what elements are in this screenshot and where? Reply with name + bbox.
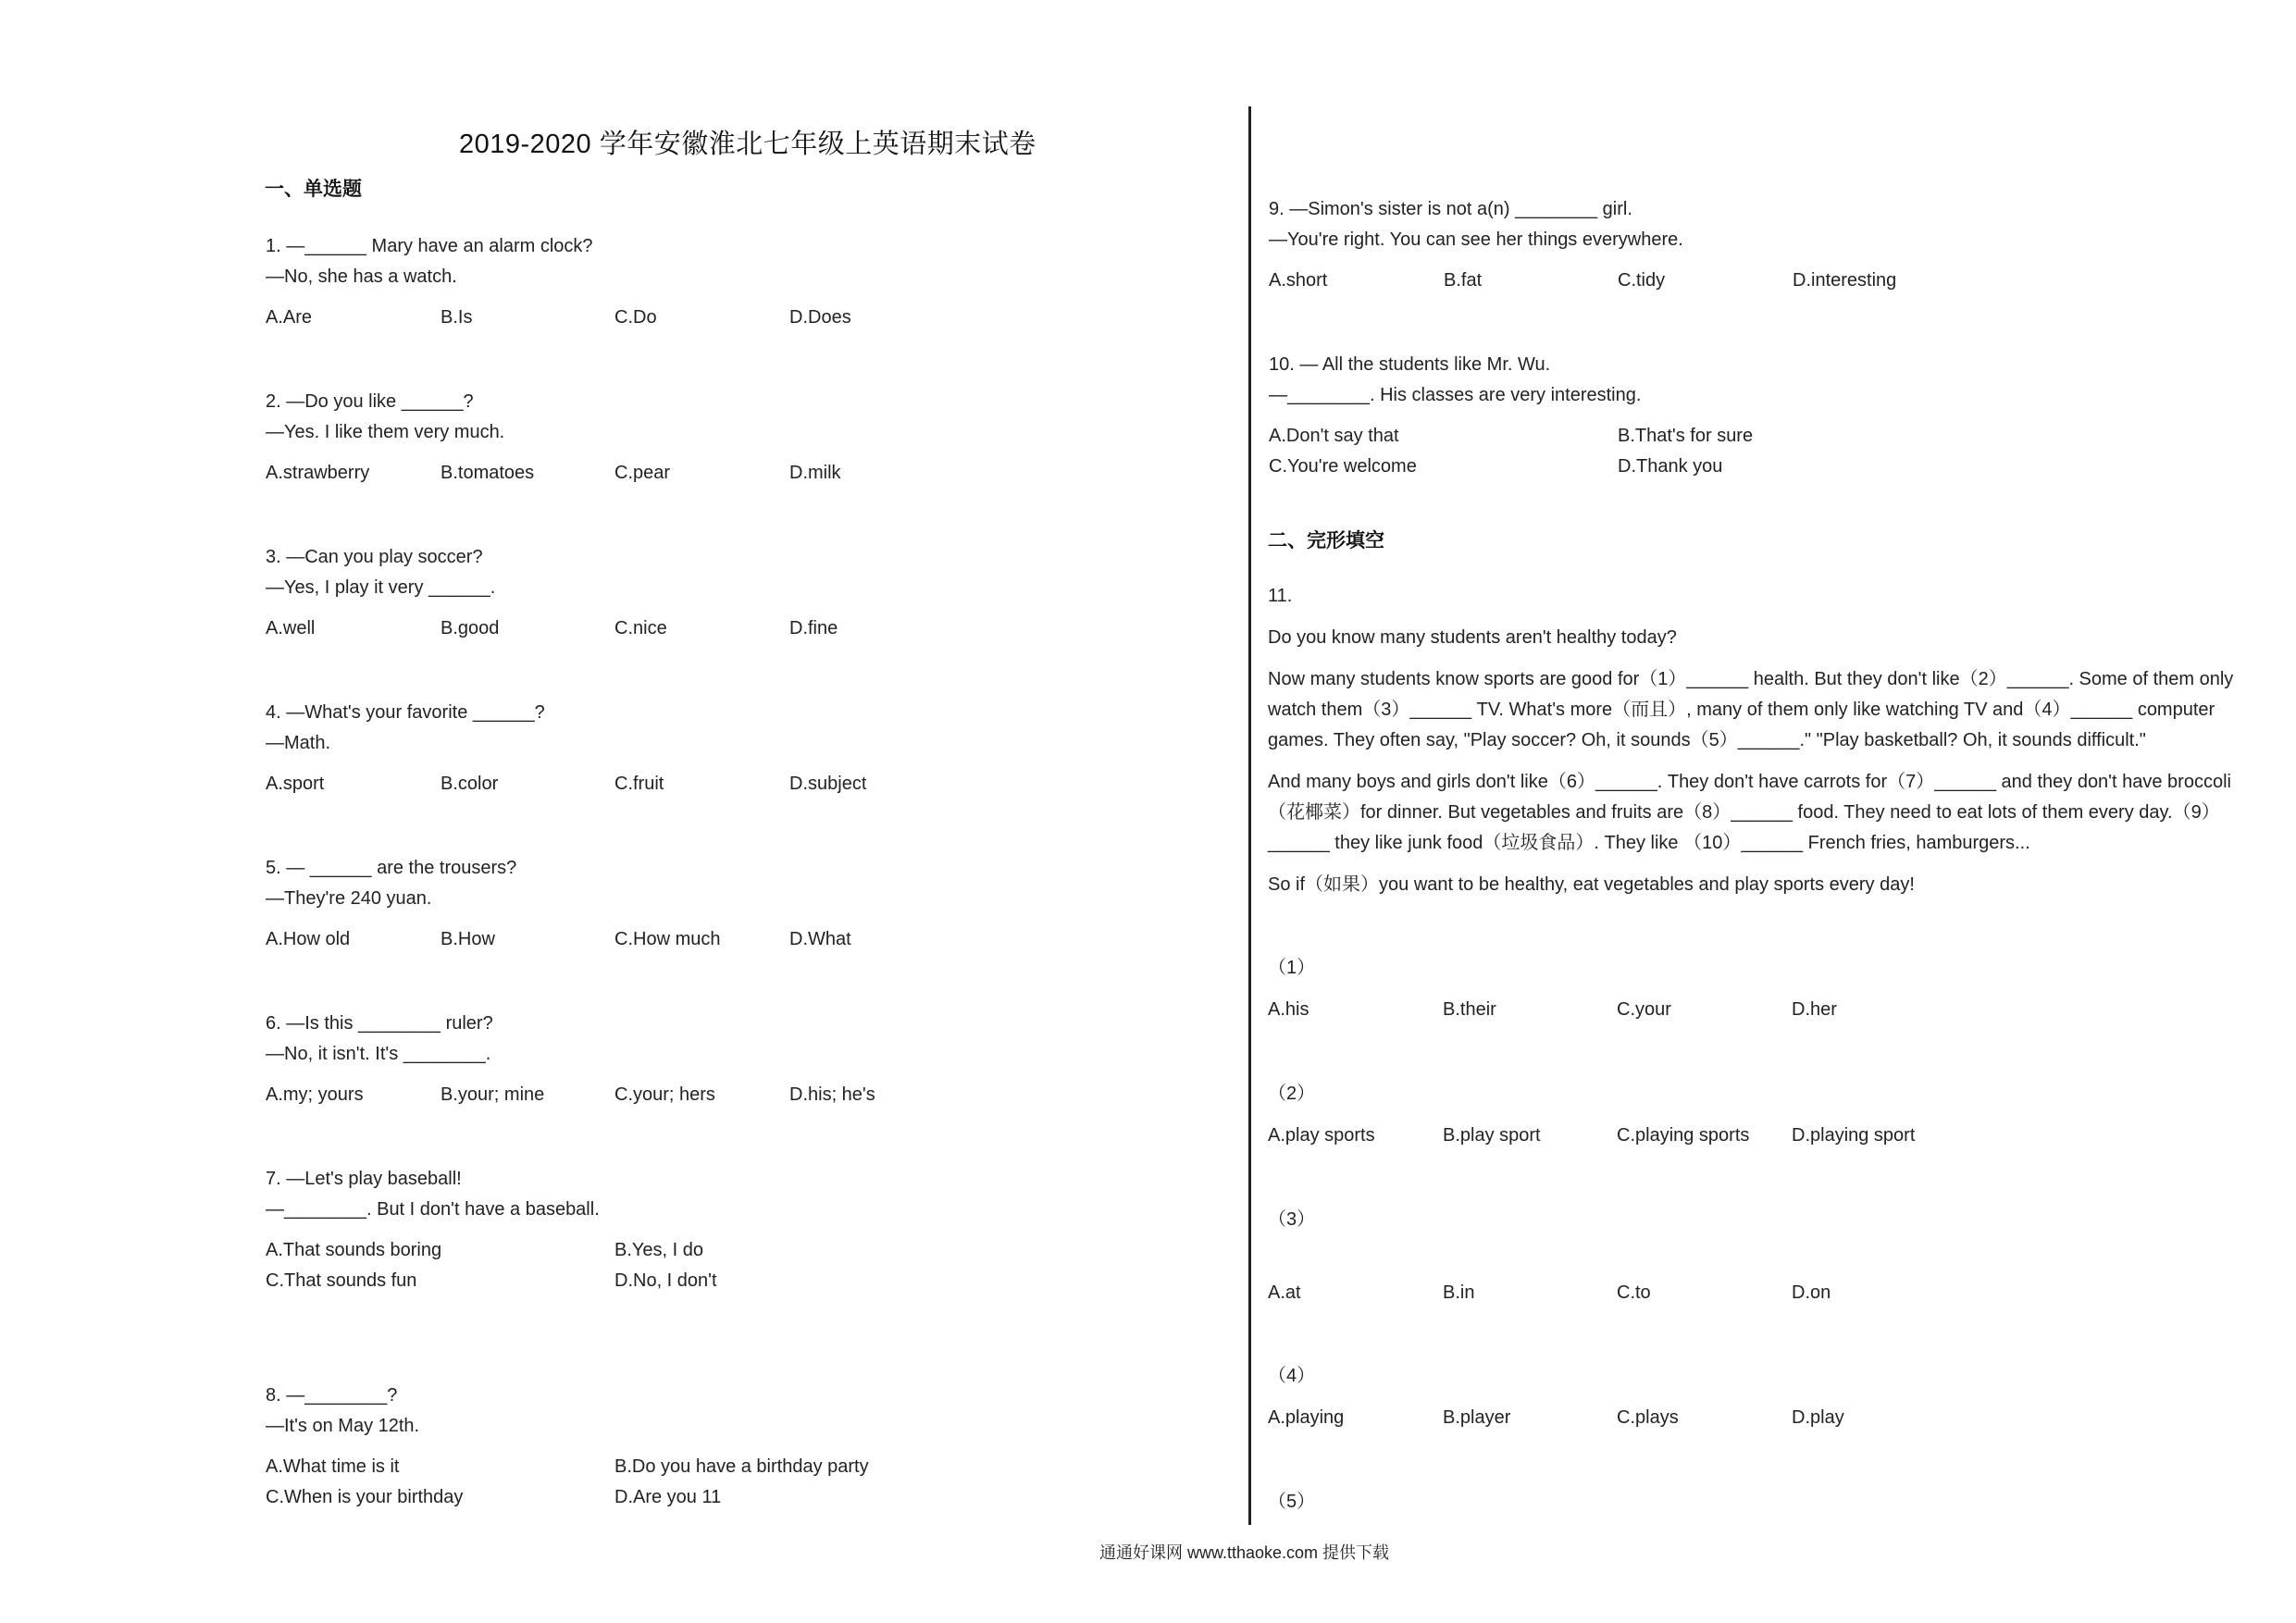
question [266, 542, 932, 644]
options-grid [266, 1452, 932, 1513]
options-row [1269, 266, 1935, 296]
question-stem: 1. —______ Mary have an alarm clock? [266, 236, 593, 256]
option-a: A.Don't say that [1269, 426, 1399, 446]
question [266, 1381, 932, 1513]
question-stem: 2. —Do you like ______? [266, 391, 474, 412]
options-row [1268, 1121, 1934, 1151]
page-title: 2019-2020 学年安徽淮北七年级上英语期末试卷 [459, 130, 1036, 159]
option-a: A.his [1268, 999, 1309, 1020]
option-a: A.my; yours [266, 1084, 364, 1105]
page-footer: 通通好课网 www.tthaoke.com 提供下载 [1099, 1543, 1390, 1562]
cloze-paragraph: So if（如果）you want to be healthy, eat vegetables and play sports every day! [1268, 874, 1915, 895]
options-row [1268, 1403, 1934, 1433]
question-response: —Yes. I like them very much. [266, 422, 505, 442]
question-response: —It's on May 12th. [266, 1416, 420, 1436]
question [1269, 350, 1935, 482]
question [266, 231, 932, 333]
question-stem: 5. — ______ are the trousers? [266, 858, 517, 878]
options-row [266, 769, 932, 799]
question-stem: 8. —________? [266, 1385, 398, 1406]
options-row [266, 613, 932, 644]
option-d: D.on [1792, 1282, 1831, 1303]
option-b: B.good [441, 618, 500, 638]
options-row [266, 458, 932, 489]
option-b: B.tomatoes [441, 463, 535, 483]
cloze-sub-question [1268, 1205, 1934, 1308]
cloze-paragraph: Do you know many students aren't healthy today? [1268, 627, 1677, 648]
option-a: A.How old [266, 929, 351, 949]
option-b: B.Do you have a birthday party [614, 1456, 869, 1477]
question-response: —________. His classes are very interesting. [1269, 385, 1642, 405]
option-b: B.their [1443, 999, 1496, 1020]
question-stem: 10. — All the students like Mr. Wu. [1269, 354, 1551, 375]
options-grid [1269, 421, 1935, 482]
option-a: A.at [1268, 1282, 1301, 1303]
option-c: C.When is your birthday [266, 1487, 464, 1507]
cloze-sub-question [1268, 1361, 1934, 1433]
cloze-sub-question [1268, 953, 1934, 1025]
option-c: C.You're welcome [1269, 456, 1417, 477]
option-c: C.How much [614, 929, 721, 949]
options-grid [266, 1235, 932, 1296]
option-a: A.sport [266, 774, 325, 794]
option-c: C.plays [1617, 1407, 1679, 1428]
option-b: B.fat [1444, 270, 1483, 291]
option-c: C.nice [614, 618, 667, 638]
option-d: D.his; he's [789, 1084, 875, 1105]
option-d: D.fine [789, 618, 838, 638]
option-c: C.That sounds fun [266, 1270, 417, 1291]
section-heading-single-choice: 一、单选题 [265, 179, 362, 200]
sub-question-number: （1） [1268, 958, 1316, 978]
option-a: A.What time is it [266, 1456, 400, 1477]
column-divider [1248, 106, 1251, 1525]
question [266, 853, 932, 955]
cloze-number: 11. [1268, 586, 1293, 606]
cloze-sub-question [1268, 1487, 1934, 1518]
option-c: C.your; hers [614, 1084, 715, 1105]
option-a: A.playing [1268, 1407, 1345, 1428]
cloze-passage [1268, 581, 2247, 911]
sub-question-number: （2） [1268, 1084, 1316, 1104]
question-response: —No, she has a watch. [266, 266, 457, 287]
option-d: D.play [1792, 1407, 1844, 1428]
question-stem: 6. —Is this ________ ruler? [266, 1013, 493, 1034]
sub-question-number: （4） [1268, 1366, 1316, 1386]
option-a: A.That sounds boring [266, 1240, 442, 1260]
option-d: D.her [1792, 999, 1837, 1020]
question-response: —________. But I don't have a baseball. [266, 1199, 600, 1220]
question-stem: 3. —Can you play soccer? [266, 547, 483, 567]
option-d: D.milk [789, 463, 841, 483]
section-heading-cloze: 二、完形填空 [1268, 530, 1384, 551]
option-d: D.What [789, 929, 851, 949]
option-d: D.Are you 11 [614, 1487, 722, 1507]
option-b: B.play sport [1443, 1125, 1541, 1146]
question-stem: 4. —What's your favorite ______? [266, 702, 545, 723]
option-b: B.in [1443, 1282, 1475, 1303]
sub-question-number: （5） [1268, 1492, 1316, 1512]
option-d: D.No, I don't [614, 1270, 717, 1291]
option-b: B.Yes, I do [614, 1240, 703, 1260]
option-a: A.short [1269, 270, 1328, 291]
options-row [1268, 995, 1934, 1025]
option-c: C.pear [614, 463, 671, 483]
options-row [266, 924, 932, 955]
option-b: B.color [441, 774, 499, 794]
option-d: D.interesting [1793, 270, 1897, 291]
question-response: —You're right. You can see her things everywhere. [1269, 229, 1683, 250]
question [266, 387, 932, 489]
sub-question-number: （3） [1268, 1209, 1316, 1230]
option-a: A.strawberry [266, 463, 370, 483]
option-b: B.How [441, 929, 495, 949]
option-c: C.your [1617, 999, 1671, 1020]
question-response: —No, it isn't. It's ________. [266, 1044, 491, 1064]
option-d: D.playing sport [1792, 1125, 1916, 1146]
option-a: A.well [266, 618, 316, 638]
option-b: B.your; mine [441, 1084, 545, 1105]
option-c: C.playing sports [1617, 1125, 1750, 1146]
question-response: —Yes, I play it very ______. [266, 577, 496, 598]
question-stem: 9. —Simon's sister is not a(n) ________ girl. [1269, 199, 1632, 219]
option-c: C.Do [614, 307, 657, 328]
cloze-paragraph: And many boys and girls don't like（6）______. They don't have carrots for（7）______ and they don't have broccoli（花椰菜）for dinner. But vegetables and fruits are（8）______ food. They need to eat lots of them every day.（9）______ they like junk food（垃圾食品）. They like （10）______ French fries, hamburgers... [1268, 772, 2231, 853]
options-row [266, 303, 932, 333]
cloze-sub-question [1268, 1079, 1934, 1151]
options-row [266, 1080, 932, 1110]
option-b: B.That's for sure [1618, 426, 1754, 446]
question [1269, 194, 1935, 296]
option-b: B.player [1443, 1407, 1511, 1428]
question-response: —Math. [266, 733, 331, 753]
option-d: D.subject [789, 774, 867, 794]
option-d: D.Does [789, 307, 851, 328]
option-a: A.Are [266, 307, 313, 328]
options-row [1268, 1278, 1934, 1308]
option-b: B.Is [441, 307, 473, 328]
question [266, 1164, 932, 1296]
cloze-paragraph: Now many students know sports are good for（1）______ health. But they don't like（2）______. Some of them only watch them（3）______ TV. What's more（而且）, many of them only like watching TV and（4）______ computer games. They often say, "Play soccer? Oh, it sounds（5）______." "Play basketball? Oh, it sounds difficult." [1268, 669, 2234, 750]
option-c: C.fruit [614, 774, 664, 794]
option-d: D.Thank you [1618, 456, 1723, 477]
option-c: C.to [1617, 1282, 1651, 1303]
question-stem: 7. —Let's play baseball! [266, 1169, 462, 1189]
option-a: A.play sports [1268, 1125, 1375, 1146]
question [266, 1009, 932, 1110]
option-c: C.tidy [1618, 270, 1666, 291]
question [266, 698, 932, 799]
question-response: —They're 240 yuan. [266, 888, 432, 909]
